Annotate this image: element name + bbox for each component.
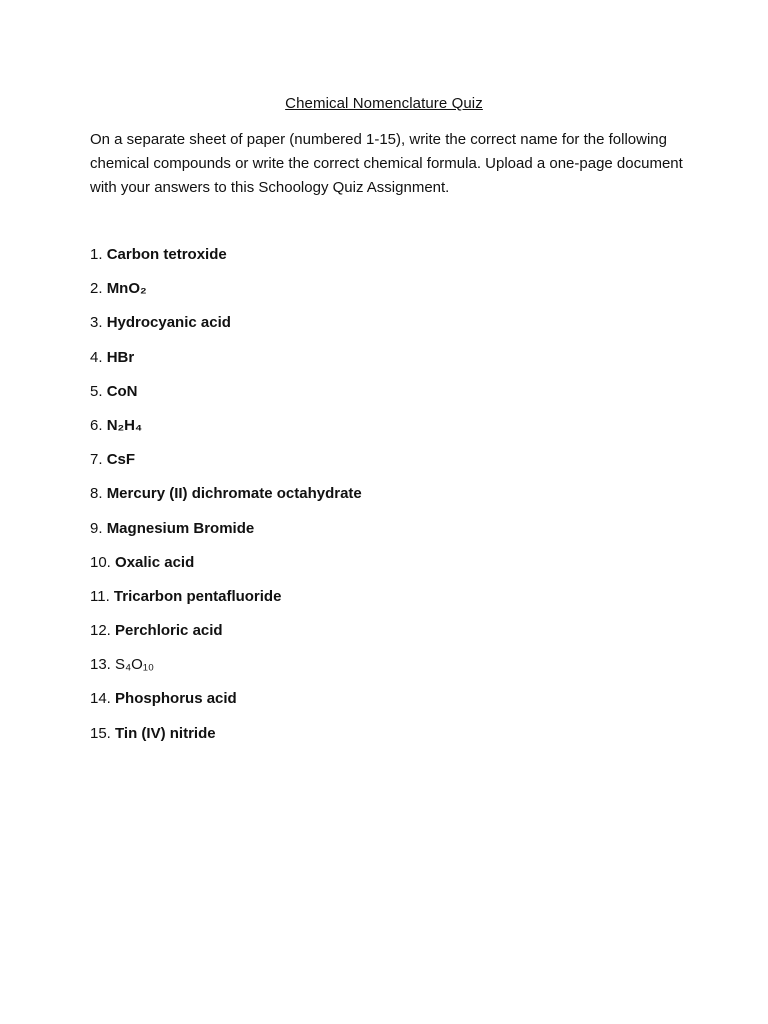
- question-text: Perchloric acid: [115, 622, 223, 640]
- question-number: 6.: [90, 416, 103, 434]
- question-text: CsF: [106, 451, 136, 469]
- question-text: Oxalic acid: [115, 553, 195, 571]
- question-number: 14.: [90, 690, 111, 708]
- question-item: [90, 653, 362, 687]
- question-text: Hydrocyanic acid: [106, 314, 231, 332]
- question-text: Carbon tetroxide: [106, 246, 227, 263]
- page-title: Chemical Nomenclature Quiz: [285, 95, 483, 112]
- question-text: Mercury (II) dichromate octahydrate: [106, 485, 362, 503]
- question-text: HBr: [106, 348, 135, 366]
- question-item: [90, 551, 362, 585]
- question-item: [90, 687, 362, 721]
- question-list: [90, 243, 362, 756]
- question-text: N₂H₄: [106, 416, 143, 434]
- instructions-paragraph: On a separate sheet of paper (numbered 1-15), write the correct name for the following chemical compounds or write the correct chemical formula. Upload a one-page document with your answers to this Schoology Quiz Assignment.: [90, 131, 683, 196]
- question-number: 5.: [90, 382, 103, 400]
- question-item: [90, 585, 362, 619]
- question-number: 15.: [90, 724, 111, 742]
- question-item: [90, 482, 362, 516]
- question-item: [90, 346, 362, 380]
- question-number: 4.: [90, 348, 103, 366]
- question-number: 1.: [90, 246, 103, 263]
- question-number: 7.: [90, 451, 103, 469]
- question-number: 2.: [90, 280, 103, 298]
- question-item: [90, 414, 362, 448]
- question-item: [90, 380, 362, 414]
- question-text: MnO₂: [106, 280, 147, 298]
- question-item: [90, 277, 362, 311]
- question-item: [90, 619, 362, 653]
- question-number: 11.: [90, 587, 110, 605]
- question-text: Tricarbon pentafluoride: [113, 587, 282, 605]
- question-number: 10.: [90, 553, 111, 571]
- question-text: CoN: [106, 382, 138, 400]
- question-number: 8.: [90, 485, 103, 503]
- question-number: 3.: [90, 314, 103, 332]
- question-text: Phosphorus acid: [115, 690, 237, 708]
- question-item: [90, 722, 362, 756]
- question-number: 9.: [90, 519, 103, 537]
- question-item: [90, 517, 362, 551]
- question-text: Magnesium Bromide: [106, 519, 255, 537]
- question-item: [90, 243, 362, 277]
- question-text: Tin (IV) nitride: [115, 724, 216, 742]
- question-number: 12.: [90, 622, 111, 640]
- question-text: S₄O₁₀: [115, 656, 155, 674]
- question-number: 13.: [90, 656, 111, 674]
- question-item: [90, 311, 362, 345]
- question-item: [90, 448, 362, 482]
